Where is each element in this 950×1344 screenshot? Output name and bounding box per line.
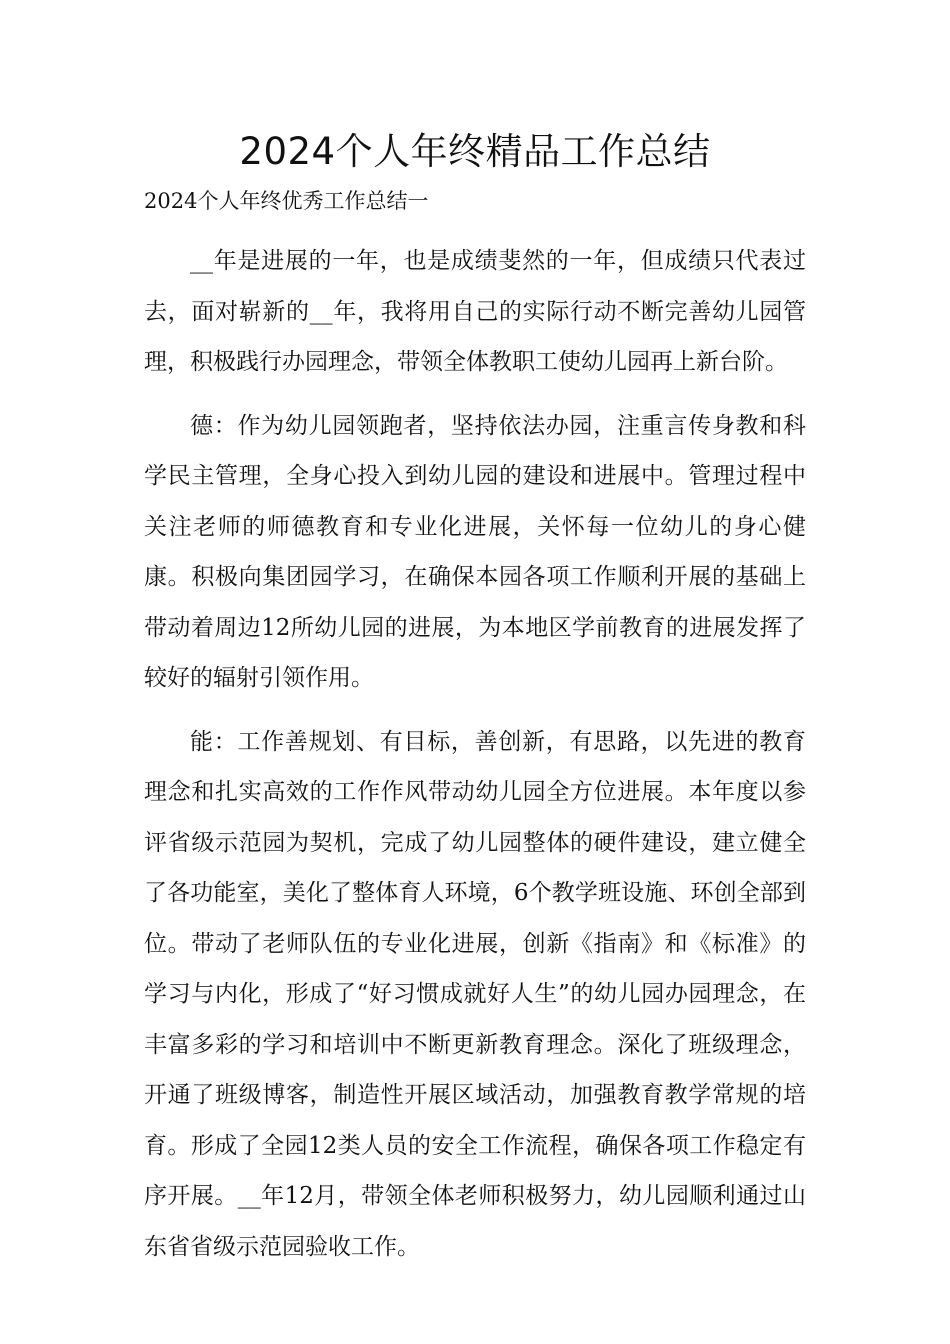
paragraph-intro: __年是进展的一年，也是成绩斐然的一年，但成绩只代表过去，面对崭新的__年，我将用自己的实际行动不断完善幼儿园管理，积极践行办园理念，带领全体教职工使幼儿园再上新台阶。	[144, 248, 806, 375]
paragraph-ability: 能：工作善规划、有目标，善创新，有思路，以先进的教育理念和扎实高效的工作作风带动幼儿园全方位进展。本年度以参评省级示范园为契机，完成了幼儿园整体的硬件建设，建立健全了各功能室，美化了整体育人环境，6个教学班设施、环创全部到位。带动了老师队伍的专业化进展，创新《指南》和《标准》的学习与内化，形成了“好习惯成就好人生”的幼儿园办园理念，在丰富多彩的学习和培训中不断更新教育理念。深化了班级理念，开通了班级博客，制造性开展区域活动，加强教育教学常规的培育。形成了全园12类人员的安全工作流程，确保各项工作稳定有序开展。__年12月，带领全体老师积极努力，幼儿园顺利通过山东省省级示范园验收工作。	[144, 728, 806, 1260]
document-title: 2024个人年终精品工作总结	[239, 130, 711, 173]
paragraph-virtue: 德：作为幼儿园领跑者，坚持依法办园，注重言传身教和科学民主管理，全身心投入到幼儿园的建设和进展中。管理过程中关注老师的师德教育和专业化进展，关怀每一位幼儿的身心健康。积极向集团园学习，在确保本园各项工作顺利开展的基础上带动着周边12所幼儿园的进展，为本地区学前教育的进展发挥了较好的辐射引领作用。	[144, 412, 806, 691]
document-body	[144, 236, 806, 1285]
document-subtitle: 2024个人年终优秀工作总结一	[144, 189, 429, 213]
